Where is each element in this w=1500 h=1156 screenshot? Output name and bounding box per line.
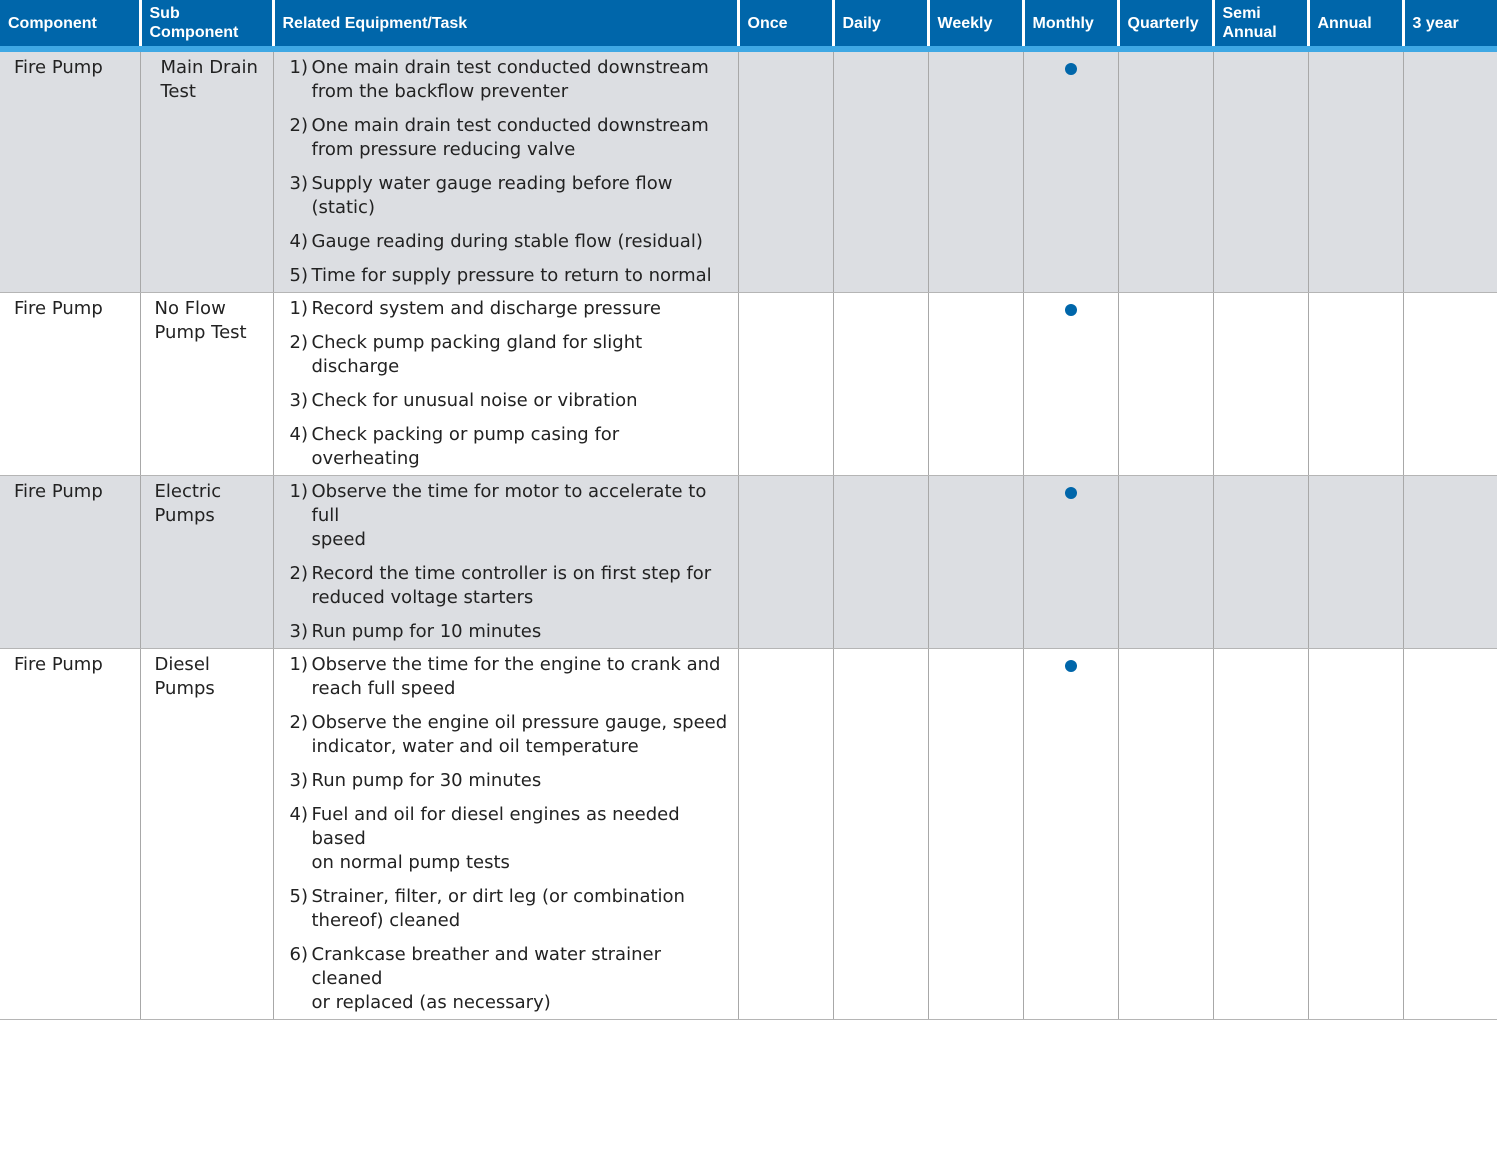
task-item	[290, 653, 730, 701]
task-number: 3)	[289, 173, 308, 194]
table-row	[0, 476, 1497, 649]
task-item	[290, 172, 730, 220]
task-text: Observe the time for motor to accelerate to full speed	[311, 481, 707, 550]
daily-cell	[833, 649, 928, 1020]
once-cell	[738, 649, 833, 1020]
header-task: Related Equipment/Task	[273, 0, 738, 46]
task-text: Supply water gauge reading before flow (static)	[311, 173, 673, 218]
quarterly-cell	[1118, 52, 1213, 293]
semi-annual-cell	[1213, 52, 1308, 293]
component-cell	[0, 293, 140, 476]
frequency-dot-icon	[1065, 63, 1077, 75]
table-header	[0, 0, 1497, 52]
task-text: Run pump for 30 minutes	[311, 770, 542, 791]
task-text: Strainer, filter, or dirt leg (or combination thereof) cleaned	[311, 886, 685, 931]
sub-component-text: Electric Pumps	[154, 481, 222, 526]
table-row	[0, 293, 1497, 476]
three-year-cell	[1403, 52, 1497, 293]
task-cell	[273, 649, 738, 1020]
task-text: Record the time controller is on first step for reduced voltage starters	[311, 563, 712, 608]
task-number: 3)	[289, 770, 308, 791]
task-text: Run pump for 10 minutes	[311, 621, 542, 642]
task-item	[290, 297, 730, 321]
task-item	[290, 885, 730, 933]
header-quarterly: Quarterly	[1118, 0, 1213, 46]
task-text: Observe the engine oil pressure gauge, speed indicator, water and oil temperature	[311, 712, 728, 757]
header-row	[0, 0, 1497, 46]
task-cell	[273, 52, 738, 293]
task-item	[290, 331, 730, 379]
three-year-cell	[1403, 476, 1497, 649]
component-text: Fire Pump	[14, 57, 103, 78]
sub-component-cell	[140, 52, 273, 293]
task-number: 6)	[289, 944, 308, 965]
task-number: 2)	[289, 712, 308, 733]
monthly-cell	[1023, 293, 1118, 476]
component-text: Fire Pump	[14, 298, 103, 319]
task-number: 1)	[289, 298, 308, 319]
task-list	[290, 480, 730, 644]
weekly-cell	[928, 52, 1023, 293]
header-weekly: Weekly	[928, 0, 1023, 46]
task-number: 4)	[289, 231, 308, 252]
task-cell	[273, 293, 738, 476]
daily-cell	[833, 52, 928, 293]
task-text: Fuel and oil for diesel engines as needed based on normal pump tests	[311, 804, 680, 873]
component-cell	[0, 52, 140, 293]
task-item	[290, 562, 730, 610]
sub-component-cell	[140, 293, 273, 476]
monthly-cell	[1023, 52, 1118, 293]
task-item	[290, 620, 730, 644]
task-item	[290, 114, 730, 162]
task-item	[290, 264, 730, 288]
header-three-year: 3 year	[1403, 0, 1497, 46]
annual-cell	[1308, 649, 1403, 1020]
task-text: Crankcase breather and water strainer cleaned or replaced (as necessary)	[311, 944, 661, 1013]
task-list	[290, 56, 730, 288]
once-cell	[738, 476, 833, 649]
once-cell	[738, 293, 833, 476]
monthly-cell	[1023, 476, 1118, 649]
quarterly-cell	[1118, 293, 1213, 476]
table-body	[0, 52, 1497, 1020]
quarterly-cell	[1118, 476, 1213, 649]
semi-annual-cell	[1213, 293, 1308, 476]
once-cell	[738, 52, 833, 293]
frequency-dot-icon	[1065, 304, 1077, 316]
sub-component-cell	[140, 476, 273, 649]
task-cell	[273, 476, 738, 649]
task-text: Check pump packing gland for slight discharge	[311, 332, 643, 377]
header-semi-annual: Semi Annual	[1213, 0, 1308, 46]
task-item	[290, 711, 730, 759]
semi-annual-cell	[1213, 649, 1308, 1020]
semi-annual-cell	[1213, 476, 1308, 649]
task-number: 3)	[289, 621, 308, 642]
task-number: 4)	[289, 804, 308, 825]
task-item	[290, 769, 730, 793]
task-text: Check packing or pump casing for overheating	[311, 424, 620, 469]
task-text: Check for unusual noise or vibration	[311, 390, 638, 411]
sub-component-text: Diesel Pumps	[154, 654, 215, 699]
table-row	[0, 649, 1497, 1020]
annual-cell	[1308, 476, 1403, 649]
component-text: Fire Pump	[14, 654, 103, 675]
sub-component-text: Main Drain Test	[160, 57, 258, 102]
task-item	[290, 230, 730, 254]
task-number: 1)	[289, 481, 308, 502]
sub-component-text: No Flow Pump Test	[154, 298, 247, 343]
task-text: Time for supply pressure to return to normal	[311, 265, 712, 286]
component-cell	[0, 649, 140, 1020]
header-sub-component: Sub Component	[140, 0, 273, 46]
header-once: Once	[738, 0, 833, 46]
task-item	[290, 803, 730, 875]
task-text: One main drain test conducted downstream from pressure reducing valve	[311, 115, 709, 160]
task-number: 5)	[289, 886, 308, 907]
daily-cell	[833, 293, 928, 476]
task-text: One main drain test conducted downstream from the backflow preventer	[311, 57, 709, 102]
component-cell	[0, 476, 140, 649]
task-list	[290, 297, 730, 471]
task-number: 5)	[289, 265, 308, 286]
daily-cell	[833, 476, 928, 649]
three-year-cell	[1403, 649, 1497, 1020]
task-text: Record system and discharge pressure	[311, 298, 661, 319]
task-item	[290, 423, 730, 471]
task-text: Gauge reading during stable flow (residual)	[311, 231, 703, 252]
task-list	[290, 653, 730, 1015]
task-item	[290, 480, 730, 552]
component-text: Fire Pump	[14, 481, 103, 502]
frequency-dot-icon	[1065, 487, 1077, 499]
task-number: 3)	[289, 390, 308, 411]
task-number: 2)	[289, 563, 308, 584]
task-number: 1)	[289, 57, 308, 78]
weekly-cell	[928, 293, 1023, 476]
weekly-cell	[928, 476, 1023, 649]
sub-component-cell	[140, 649, 273, 1020]
task-text: Observe the time for the engine to crank and reach full speed	[311, 654, 721, 699]
three-year-cell	[1403, 293, 1497, 476]
task-number: 2)	[289, 115, 308, 136]
annual-cell	[1308, 52, 1403, 293]
frequency-dot-icon	[1065, 660, 1077, 672]
task-item	[290, 943, 730, 1015]
header-monthly: Monthly	[1023, 0, 1118, 46]
task-number: 2)	[289, 332, 308, 353]
task-item	[290, 56, 730, 104]
table-row	[0, 52, 1497, 293]
annual-cell	[1308, 293, 1403, 476]
header-annual: Annual	[1308, 0, 1403, 46]
quarterly-cell	[1118, 649, 1213, 1020]
task-number: 4)	[289, 424, 308, 445]
task-number: 1)	[289, 654, 308, 675]
weekly-cell	[928, 649, 1023, 1020]
task-item	[290, 389, 730, 413]
header-component: Component	[0, 0, 140, 46]
monthly-cell	[1023, 649, 1118, 1020]
header-daily: Daily	[833, 0, 928, 46]
